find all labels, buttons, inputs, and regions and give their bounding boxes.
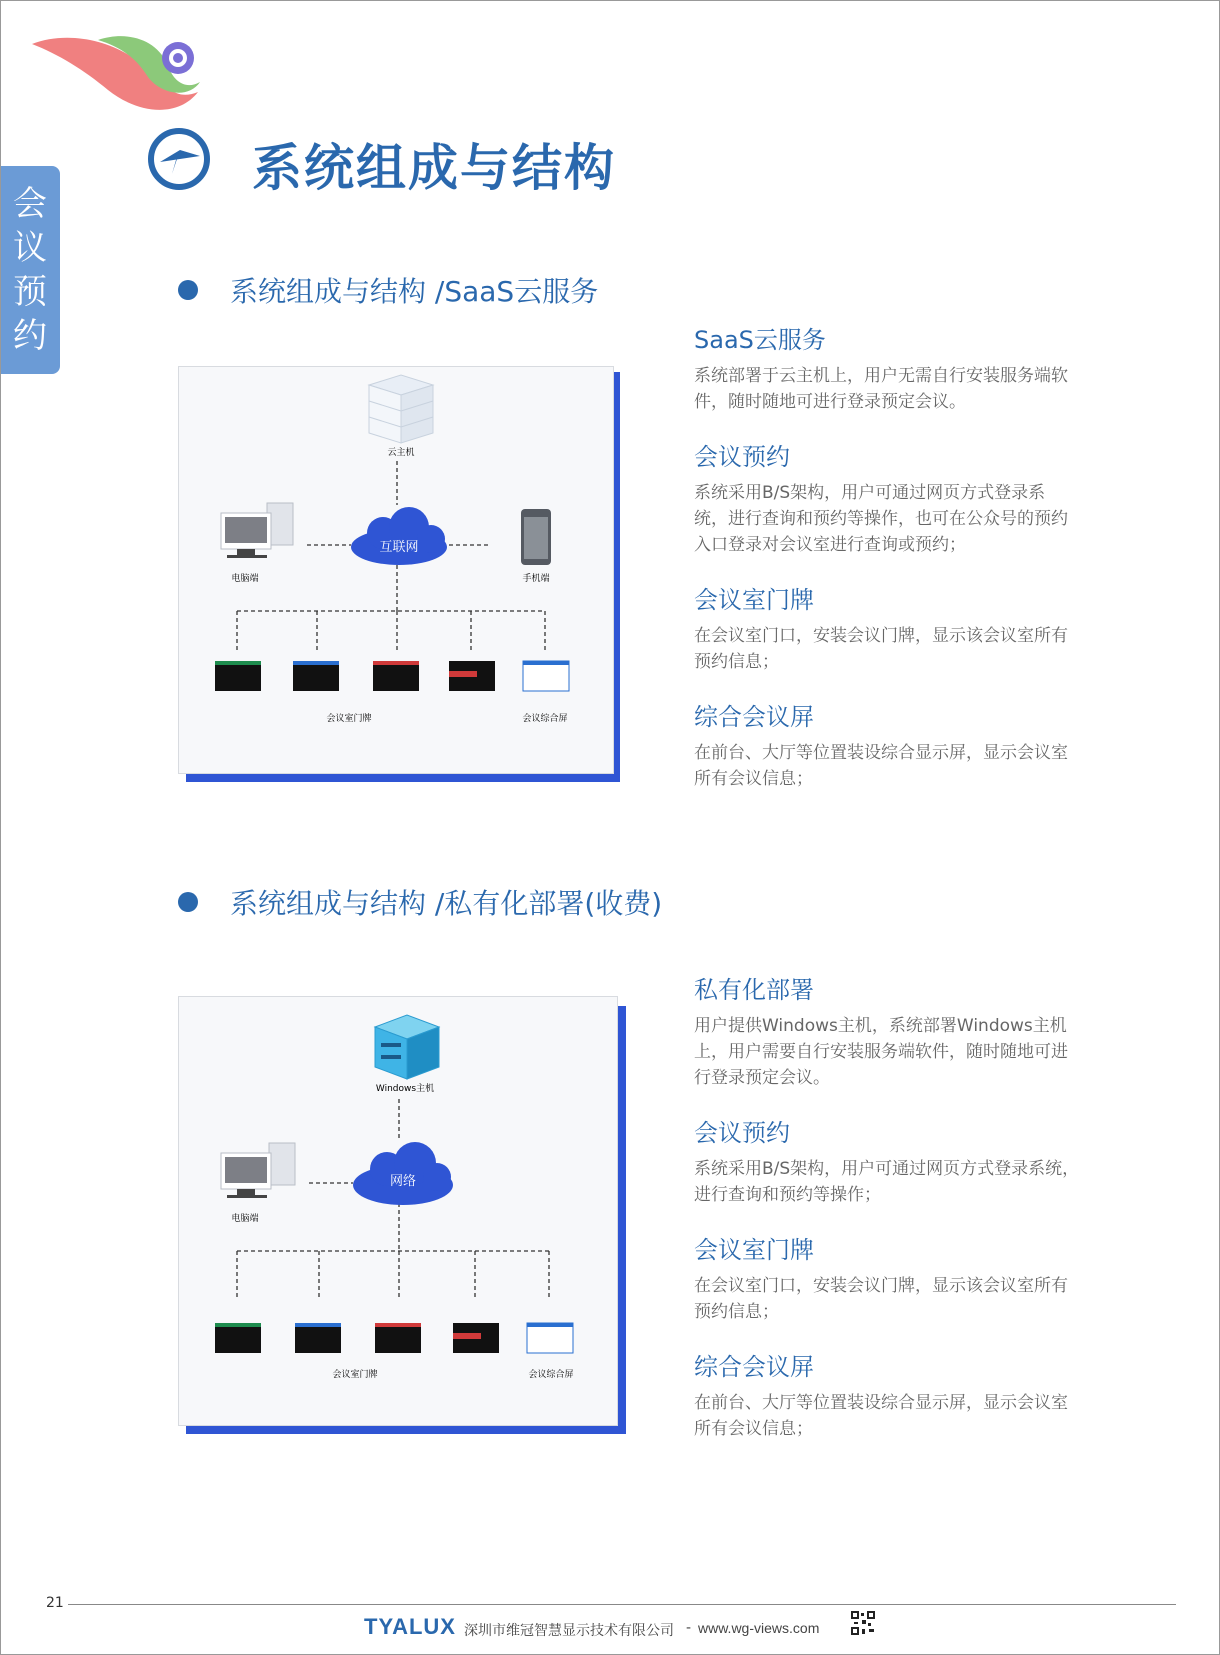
feature-text: 用户提供Windows主机，系统部署Windows主机上，用户需要自行安装服务端软件，随时随地可进行登录预定会议。 (694, 1016, 1068, 1088)
side-tab-char: 会 (13, 184, 47, 224)
door-sign-label: 会议室门牌 (326, 714, 372, 724)
network-diagram (179, 367, 615, 775)
feature-heading: 综合会议屏 (694, 703, 814, 731)
host-label: 云主机 (387, 448, 415, 458)
feature-text: 系统采用B/S架构，用户可通过网页方式登录系统，进行查询和预约等操作； (694, 1159, 1080, 1205)
footer-divider (68, 1604, 1176, 1605)
side-tab-char: 约 (13, 316, 47, 356)
feature-heading: 会议室门牌 (694, 586, 814, 614)
feature-item (694, 437, 1074, 558)
feature-text: 在会议室门口，安装会议门牌，显示该会议室所有预约信息； (694, 626, 1068, 672)
diagram-card (178, 366, 614, 774)
door-sign-screens (215, 661, 569, 691)
feature-text: 系统部署于云主机上，用户无需自行安装服务端软件，随时随地可进行登录预定会议。 (694, 366, 1068, 412)
footer-separator: - (686, 1620, 692, 1636)
section-bullet (178, 280, 198, 300)
feature-heading: 会议室门牌 (694, 1236, 814, 1264)
feature-text: 在前台、大厅等位置装设综合显示屏，显示会议室所有会议信息； (694, 1393, 1068, 1439)
screen-label: 会议综合屏 (522, 714, 568, 724)
feature-text: 系统采用B/S架构，用户可通过网页方式登录系统，进行查询和预约等操作，也可在公众号的预约入口登录对会议室进行查询或预约； (694, 483, 1068, 555)
feature-text: 在会议室门口，安装会议门牌，显示该会议室所有预约信息； (694, 1276, 1068, 1322)
feature-item (694, 1113, 1084, 1208)
company-name: 深圳市维冠智慧显示技术有限公司 (464, 1623, 674, 1639)
feature-item (694, 320, 1074, 415)
cloud-label: 互联网 (379, 540, 419, 555)
pc-icon (221, 1143, 295, 1198)
feature-heading: 会议预约 (694, 1119, 790, 1147)
feature-item (694, 697, 1074, 792)
cloud-icon (351, 507, 447, 565)
feature-list (694, 320, 1074, 792)
qr-code-icon (850, 1610, 876, 1636)
section-title: 系统组成与结构 /私有化部署(收费) (230, 887, 663, 920)
feature-heading: 综合会议屏 (694, 1353, 814, 1381)
pc-label: 电脑端 (231, 574, 259, 584)
feature-list (694, 970, 1084, 1442)
feature-heading: SaaS云服务 (694, 326, 826, 354)
screen-label: 会议综合屏 (528, 1370, 574, 1380)
door-sign-screens (215, 1323, 573, 1353)
website-link[interactable]: www.wg-views.com (698, 1620, 820, 1636)
section-bullet (178, 892, 198, 912)
side-tab-char: 预 (13, 272, 47, 312)
host-label: Windows主机 (375, 1084, 435, 1094)
feature-item (694, 970, 1084, 1091)
pc-icon (221, 503, 293, 558)
phone-icon (521, 509, 551, 565)
feature-item (694, 580, 1074, 675)
page-number: 21 (46, 1595, 64, 1611)
compass-icon (146, 126, 212, 192)
phone-label: 手机端 (522, 574, 550, 584)
cloud-label: 网络 (389, 1174, 417, 1189)
diagram-card (178, 996, 618, 1426)
pc-label: 电脑端 (231, 1214, 259, 1224)
door-sign-label: 会议室门牌 (332, 1370, 378, 1380)
server-icon (375, 1015, 439, 1079)
side-tab (0, 166, 60, 374)
feature-item (694, 1347, 1084, 1442)
feature-heading: 会议预约 (694, 443, 790, 471)
feature-text: 在前台、大厅等位置装设综合显示屏，显示会议室所有会议信息； (694, 743, 1068, 789)
feature-item (694, 1230, 1084, 1325)
server-icon (369, 375, 433, 443)
network-diagram (179, 997, 619, 1427)
logo-swirl (28, 30, 208, 120)
feature-heading: 私有化部署 (694, 976, 814, 1004)
page-title: 系统组成与结构 (252, 139, 616, 197)
brand-logo: TYALUX (364, 1614, 456, 1639)
side-tab-char: 议 (13, 228, 47, 268)
section-title: 系统组成与结构 /SaaS云服务 (230, 275, 599, 308)
